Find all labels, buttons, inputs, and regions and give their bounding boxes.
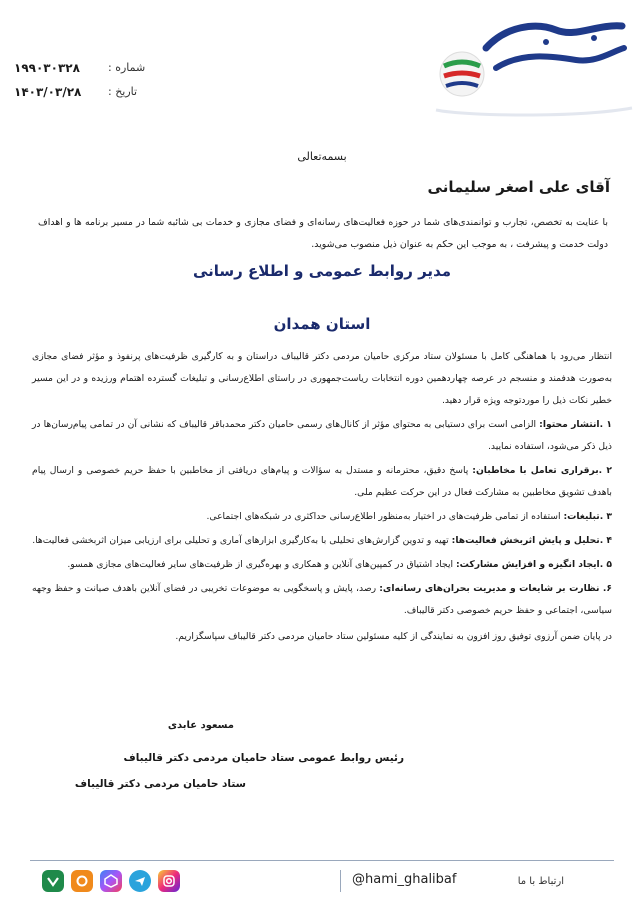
item-heading: ۱ .انتشار محتوا: [539, 419, 612, 430]
item-heading: ۶. نظارت بر شایعات و مدیریت بحران‌های رسانه‌ای: [379, 583, 612, 594]
item-text: استفاده از تمامی ظرفیت‌های در اختیار به‌منظور اطلاع‌رسانی حداکثری در شبکه‌های اجتماعی. [206, 511, 564, 522]
item-text: الزامی است برای دستیابی به محتوای مؤثر از کانال‌های رسمی حامیان دکتر محمدباقر قالیباف که نشانی آن در تمامی پیام‌رسان‌ها در ذیل ذکر می‌شود، استفاده نمایید. [32, 419, 612, 452]
list-item [32, 578, 612, 622]
list-item [32, 460, 612, 504]
item-text: پاسخ دقیق، محترمانه و مستدل به سؤالات و پیام‌های دریافتی از مخاطبین با حفظ حریم خصوصی و ارسال پیام باهدف تشویق مخاطبین به مشارکت فعال در این حرکت عظیم ملی. [32, 465, 612, 498]
date-label: تاریخ : [108, 85, 138, 98]
telegram-icon[interactable] [129, 870, 151, 892]
list-item [32, 414, 612, 458]
social-handle[interactable]: @hami_ghalibaf [352, 872, 457, 887]
footer-divider [340, 870, 341, 892]
date-row [14, 80, 145, 104]
bismillah: بسمه‌تعالی [297, 150, 347, 163]
item-heading: ۵ .ایجاد انگیزه و افزایش مشارکت: [455, 559, 612, 570]
letter-number: ۱۹۹۰۳۰۳۲۸ [14, 61, 80, 75]
rubika-icon[interactable] [100, 870, 122, 892]
list-item [32, 506, 612, 528]
item-text: ایجاد اشتیاق در کمپین‌های آنلاین و همکاری و بهره‌گیری از ظرفیت‌های سایر فعالیت‌های مجازی همسو. [67, 559, 456, 570]
letter-body [32, 346, 612, 650]
number-label: شماره : [108, 61, 146, 74]
contact-label: ارتباط با ما [517, 876, 564, 887]
list-item [32, 530, 612, 552]
closing-paragraph: در پایان ضمن آرزوی توفیق روز افزون به نمایندگی از کلیه مسئولین ستاد حامیان مردمی دکتر قالیباف سپاسگزاریم. [175, 631, 612, 642]
eitaa-icon[interactable] [71, 870, 93, 892]
number-row [14, 56, 145, 80]
position-title: مدیر روابط عمومی و اطلاع رسانی [192, 262, 452, 280]
social-icons [42, 870, 180, 892]
signer-org: ستاد حامیان مردمی دکتر قالیباف [74, 778, 246, 790]
list-item [32, 554, 612, 576]
signer-title: رئیس روابط عمومی ستاد حامیان مردمی دکتر قالیباف [123, 752, 404, 764]
instagram-icon[interactable] [158, 870, 180, 892]
intro-paragraph: با عنایت به تخصص، تجارب و توانمندی‌های شما در حوزه فعالیت‌های رسانه‌ای و فضای مجازی و خدمات بی شائبه شما در مسیر برنامه ها و اهداف دولت خدمت و پیشرفت ، به موجب این حکم به عنوان ذیل منصوب می‌شوید. [38, 217, 608, 250]
letter-date: ۱۴۰۳/۰۳/۲۸ [14, 85, 82, 99]
main-paragraph: انتظار می‌رود با هماهنگی کامل با مسئولان ستاد مرکزی حامیان مردمی دکتر قالیباف دراستان و به کارگیری ظرفیت‌های پرنفوذ و مؤثر فضای مجازی به‌صورت هدفمند و منسجم در عرصه چهاردهمین دوره انتخابات ریاست‌جمهوری در راستای اطلاع‌رسانی و تبلیغات گسترده اهتمام ورزیده و در این مسیر خطیر نکات ذیل را موردتوجه ویژه قرار دهید. [32, 351, 612, 406]
item-heading: ۲ .برقراری تعامل با مخاطبان: [472, 465, 613, 476]
recipient-name: آقای علی اصغر سلیمانی [427, 178, 610, 196]
letter-meta [14, 56, 145, 104]
campaign-logo [426, 8, 636, 120]
item-text: تهیه و تدوین گزارش‌های تحلیلی با به‌کارگیری ابزارهای آماری و تحلیلی برای ارزیابی میزان اثربخشی فعالیت‌ها. [32, 535, 452, 546]
footer-rule [30, 860, 614, 861]
province-title: استان همدان [273, 315, 371, 333]
item-heading: ۳ .تبلیغات: [563, 511, 612, 522]
item-heading: ۴ .تحلیل و پایش اثربخش فعالیت‌ها: [451, 535, 612, 546]
bale-icon[interactable] [42, 870, 64, 892]
item-text: رصد، پایش و پاسخگویی به موضوعات تخریبی در فضای آنلاین باهدف صیانت و حفظ وجهه سیاسی، اجتماعی و حفظ حریم خصوصی دکتر قالیباف. [32, 583, 612, 616]
footer [0, 860, 644, 904]
signer-name: مسعود عابدی [167, 720, 234, 731]
